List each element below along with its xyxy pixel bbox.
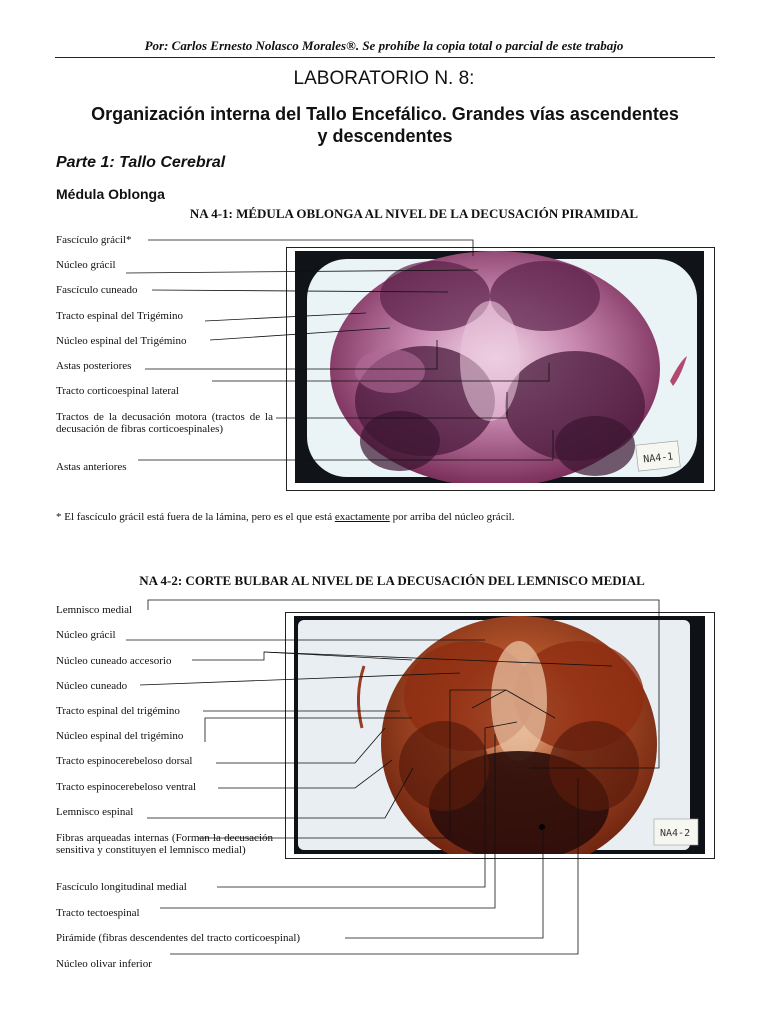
leader-line — [205, 718, 412, 742]
leader-line — [472, 690, 506, 708]
footnote-text-end: por arriba del núcleo grácil. — [389, 511, 515, 523]
fig2-label: Tracto espinal del trigémino — [56, 705, 180, 717]
fig2-label: Tracto espinocerebeloso ventral — [56, 781, 197, 793]
fig2-label: Núcleo espinal del trigémino — [56, 730, 184, 742]
fig2-label: Núcleo cuneado — [56, 680, 128, 692]
footnote-emphasis: exactamente — [334, 511, 390, 523]
fig1-label: Núcleo espinal del Trigémino — [56, 335, 187, 347]
leader-line — [170, 778, 578, 954]
fig2-label: Lemnisco espinal — [56, 806, 134, 818]
figure1-title: NA 4-1: MÉDULA OBLONGA AL NIVEL DE LA DECUSACIÓN PIRAMIDAL — [189, 206, 639, 221]
fig1-label: Núcleo grácil — [56, 259, 116, 271]
figure2-title: NA 4-2: CORTE BULBAR AL NIVEL DE LA DECUSACIÓN DEL LEMNISCO MEDIAL — [139, 573, 645, 588]
fig2-label: Fascículo longitudinal medial — [56, 881, 187, 893]
leader-line — [198, 690, 555, 838]
fig2-label: Núcleo cuneado accesorio — [56, 655, 172, 667]
leader-line — [345, 828, 543, 938]
fig2-label: Lemnisco medial — [56, 604, 133, 616]
page-subtitle: Organización interna del Tallo Encefálico. Grandes vías ascendentes y descendentes — [91, 104, 679, 146]
leader-line — [148, 600, 659, 768]
leader-line — [264, 652, 612, 666]
leader-line — [216, 728, 385, 763]
fig1-label: Fascículo cuneado — [56, 284, 138, 296]
author-credit: Por: Carlos Ernesto Nolasco Morales — [144, 38, 347, 53]
fig2-label: Núcleo olivar inferior — [56, 958, 152, 970]
copyright-icon: ® — [346, 38, 356, 53]
fig1-label: Astas anteriores — [56, 461, 127, 473]
leader-line — [218, 760, 392, 788]
part-heading: Parte 1: Tallo Cerebral — [56, 154, 226, 171]
fig1-label: Fascículo grácil* — [56, 234, 132, 246]
leader-line — [140, 673, 460, 685]
leader-line — [217, 722, 517, 887]
page-title: LABORATORIO N. 8: — [293, 68, 475, 89]
fig2-label: Núcleo grácil — [56, 629, 116, 641]
footnote-text: * El fascículo grácil está fuera de la lámina, pero es el que está — [56, 511, 335, 523]
figure2-slide-label: NA4-2 — [660, 828, 691, 839]
fig2-label: Tracto tectoespinal — [56, 907, 140, 919]
leader-line — [160, 734, 495, 908]
fig1-label: Tractos de la decusación motora (tractos de la decusación de fibras corticoespinales) — [56, 411, 273, 435]
fig1-label: Tracto corticoespinal lateral — [56, 385, 179, 397]
leader-line — [147, 768, 413, 818]
section-heading: Médula Oblonga — [56, 186, 165, 202]
fig1-label: Astas posteriores — [56, 360, 132, 372]
fig1-label: Tracto espinal del Trigémino — [56, 310, 184, 322]
fig2-label: Tracto espinocerebeloso dorsal — [56, 755, 193, 767]
figure1-slide-label: NA4-1 — [642, 451, 674, 466]
copy-notice: . Se prohíbe la copia total o parcial de este trabajo — [355, 38, 624, 53]
fig2-label: Fibras arqueadas internas (Forman la decusación sensitiva y constituyen el lemnisco medial) — [56, 832, 273, 856]
fig2-label: Pirámide (fibras descendentes del tracto corticoespinal) — [56, 932, 301, 944]
